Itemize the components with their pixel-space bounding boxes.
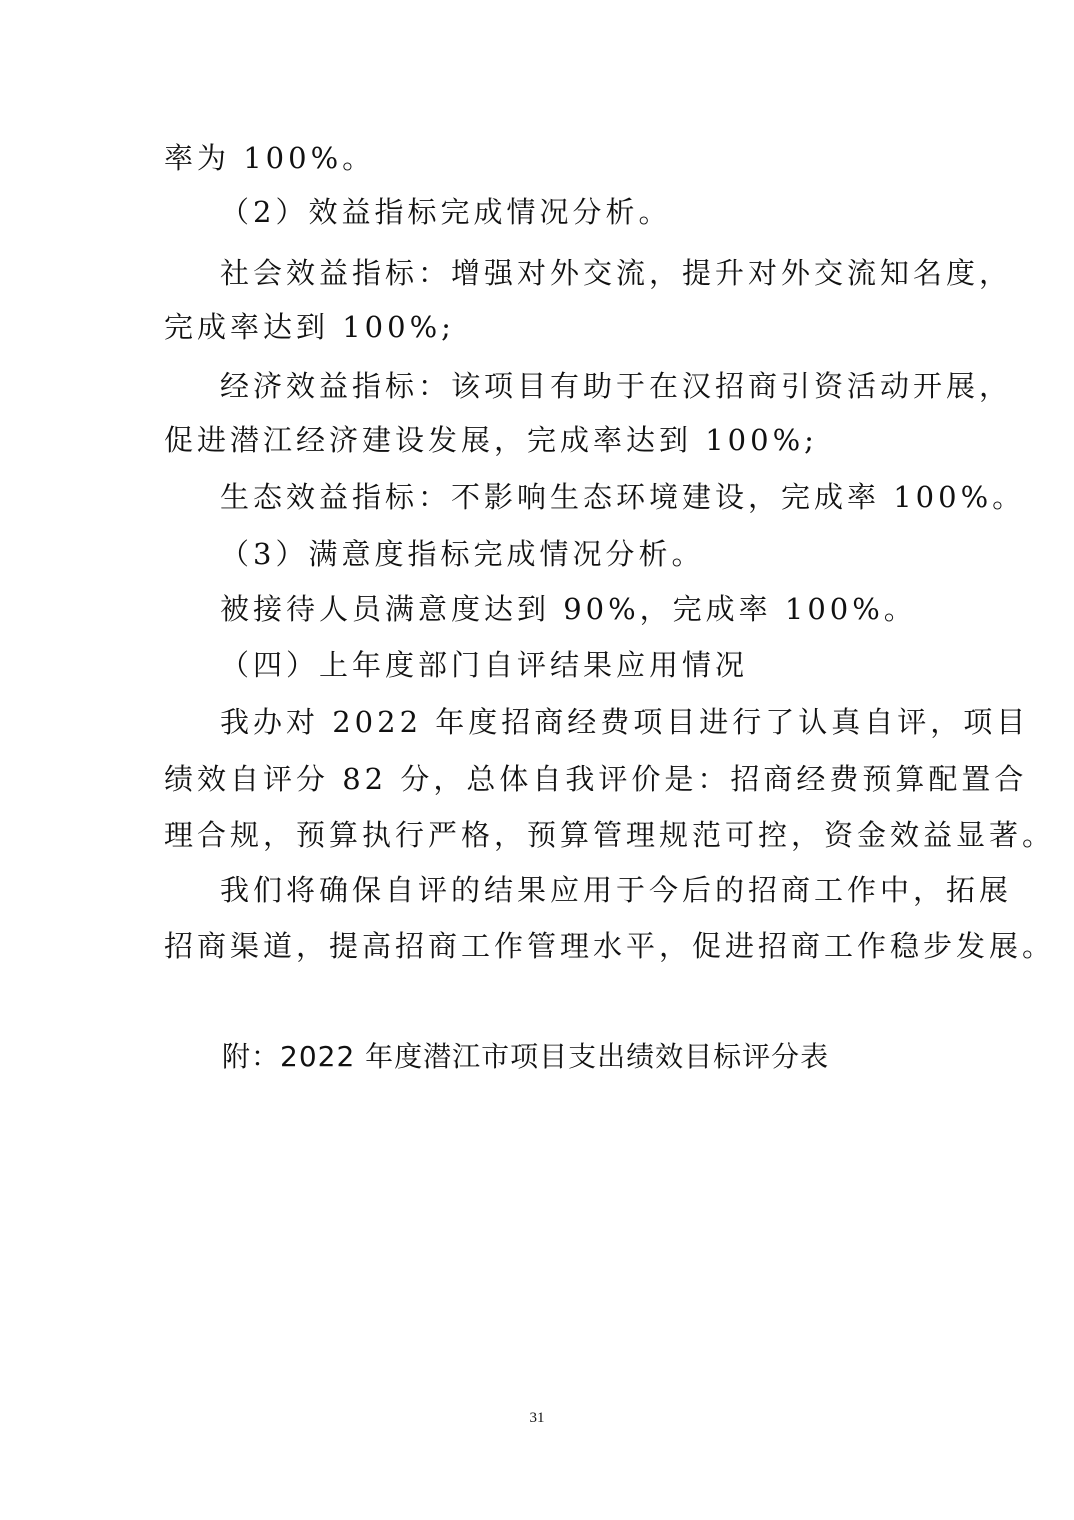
text-line-7: 生态效益指标：不影响生态环境建设，完成率 100%。	[220, 480, 1026, 514]
text-line-12: 绩效自评分 82 分，总体自我评价是：招商经费预算配置合	[164, 762, 1028, 796]
text-line-11: 我办对 2022 年度招商经费项目进行了认真自评，项目	[220, 705, 1030, 739]
text-line-4: 完成率达到 100%;	[164, 310, 455, 344]
text-line-8: （3）满意度指标完成情况分析。	[220, 537, 705, 571]
text-line-3: 社会效益指标：增强对外交流，提升对外交流知名度，	[220, 256, 1013, 290]
attachment-note: 附：2022 年度潜江市项目支出绩效目标评分表	[222, 1040, 830, 1073]
text-line-1: 率为 100%。	[164, 141, 376, 175]
text-line-14: 我们将确保自评的结果应用于今后的招商工作中，拓展	[220, 873, 1013, 907]
text-line-6: 促进潜江经济建设发展，完成率达到 100%;	[164, 423, 818, 457]
page-number: 31	[529, 1410, 545, 1426]
text-line-13: 理合规，预算执行严格，预算管理规范可控，资金效益显著。	[164, 818, 1056, 852]
text-line-2: （2）效益指标完成情况分析。	[220, 195, 672, 229]
text-line-9: 被接待人员满意度达到 90%，完成率 100%。	[220, 592, 917, 626]
text-line-15: 招商渠道，提高招商工作管理水平，促进招商工作稳步发展。	[164, 929, 1056, 963]
text-line-5: 经济效益指标：该项目有助于在汉招商引资活动开展，	[220, 369, 1013, 403]
section-heading-4: （四）上年度部门自评结果应用情况	[220, 648, 749, 682]
